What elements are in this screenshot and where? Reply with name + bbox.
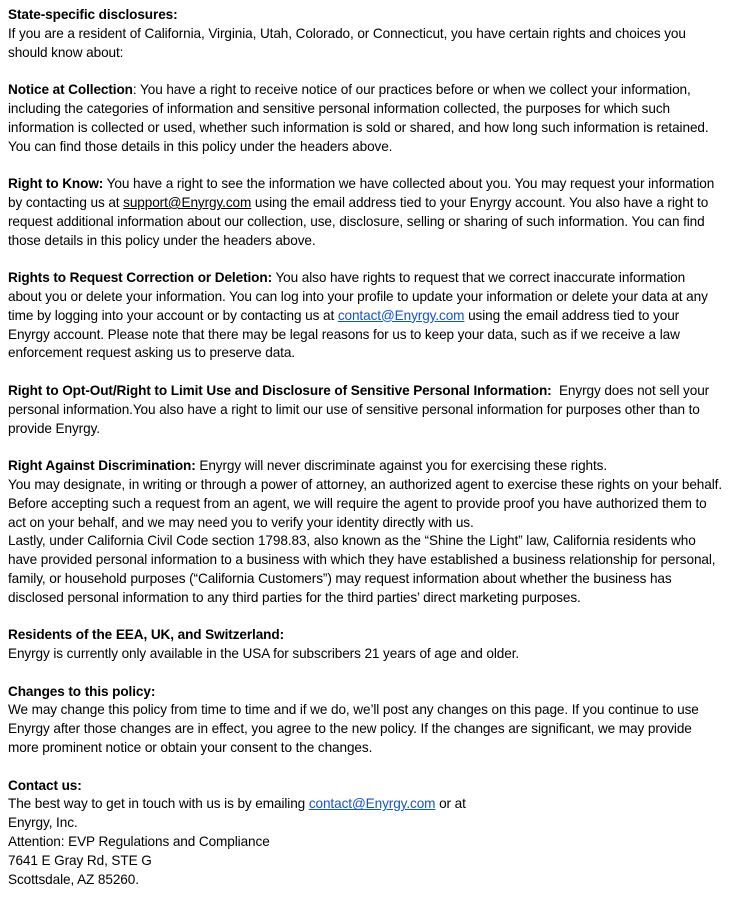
authorized-agent-paragraph: You may designate, in writing or through a power of attorney, an authorized agent to exercise these rights on your behalf. Before accepting such a request from an agent, we will require the agent to provide proof you have authorized them to act on your behalf, and we may need you to verify your identity directly with us. (8, 476, 722, 530)
contact-heading: Contact us: (8, 777, 82, 793)
notice-at-collection-text: : You have a right to receive notice of our practices before or when we collect your information, including the categories of information and sensitive personal information collected, the purposes for which such information is collected or used, whether such information is sold or shared, and how long such information is retained. You can find those details in this policy under the headers above. (8, 82, 709, 154)
contact-street: 7641 E Gray Rd, STE G (8, 852, 152, 868)
contact-email-link-correction[interactable]: contact@Enyrgy.com (337, 307, 465, 323)
contact-text-after: or at (435, 796, 466, 812)
right-to-know-text-before: You have a right to see the information we have collected about you. You may request your information by contacting us at (8, 176, 715, 210)
eea-text: Enyrgy is currently only available in the USA for subscribers 21 years of age and older. (8, 646, 520, 662)
opt-out-paragraph (8, 382, 722, 438)
discrimination-text: Enyrgy will never discriminate against you for exercising these rights. (195, 458, 608, 474)
correction-deletion-text-after: using the email address tied to your Enyrgy account. Please note that there may be legal reasons for us to keep your data, such as if we receive a law enforcement request asking us to preserve data. (8, 307, 680, 361)
right-to-know-paragraph (8, 175, 722, 250)
opt-out-text: Enyrgy does not sell your personal information.You also have a right to limit our use of sensitive personal information for purposes other than to provide Enyrgy. (8, 382, 713, 436)
state-disclosures-intro: If you are a resident of California, Virginia, Utah, Colorado, or Connecticut, you have certain rights and choices you should know about: (8, 25, 686, 60)
discrimination-label: Right Against Discrimination: (8, 458, 196, 474)
state-disclosures-heading: State-specific disclosures: (8, 7, 178, 22)
changes-text: We may change this policy from time to time and if we do, we’ll post any changes on this page. If you continue to use Enyrgy after those changes are in effect, you agree to the new policy. If the changes are significant, we may provide more prominent notice or obtain your consent to the changes. (8, 702, 699, 756)
contact-line (8, 795, 722, 814)
support-email-link[interactable]: support@Enyrgy.com (123, 194, 252, 210)
correction-deletion-label: Rights to Request Correction or Deletion: (8, 270, 273, 286)
contact-email-link[interactable]: contact@Enyrgy.com (308, 796, 436, 812)
opt-out-label: Right to Opt-Out/Right to Limit Use and Disclosure of Sensitive Personal Information: (8, 382, 552, 398)
correction-deletion-text-before: You also have rights to request that we correct inaccurate information about you or delete your information. You can log into your profile to update your information or delete your data at any time by logging into your account or by contacting us at (8, 270, 708, 323)
contact-text-before: The best way to get in touch with us is by emailing (8, 796, 309, 812)
changes-heading: Changes to this policy: (8, 683, 156, 699)
eea-heading: Residents of the EEA, UK, and Switzerland: (8, 627, 285, 643)
shine-the-light-paragraph: Lastly, under California Civil Code section 1798.83, also known as the “Shine the Light” law, California residents who have provided personal information to a business with which they have established a business relationship for personal, family, or household purposes (“California Customers”) may request information about whether the business has disclosed personal information to any third parties for the third parties’ direct marketing purposes. (8, 533, 716, 605)
right-to-know-label: Right to Know: (8, 176, 104, 192)
discrimination-paragraph (8, 457, 722, 476)
contact-company: Enyrgy, Inc. (8, 815, 78, 831)
contact-city: Scottsdale, AZ 85260. (8, 871, 139, 887)
notice-at-collection-label: Notice at Collection (8, 82, 133, 98)
correction-deletion-paragraph (8, 269, 722, 363)
right-to-know-text-after: using the email address tied to your Enyrgy account. You also have a right to request additional information about our collection, use, disclosure, selling or sharing of such information. You can find those details in this policy under the headers above. (8, 194, 709, 248)
notice-at-collection-paragraph (8, 81, 722, 156)
contact-attention: Attention: EVP Regulations and Compliance (8, 834, 270, 850)
